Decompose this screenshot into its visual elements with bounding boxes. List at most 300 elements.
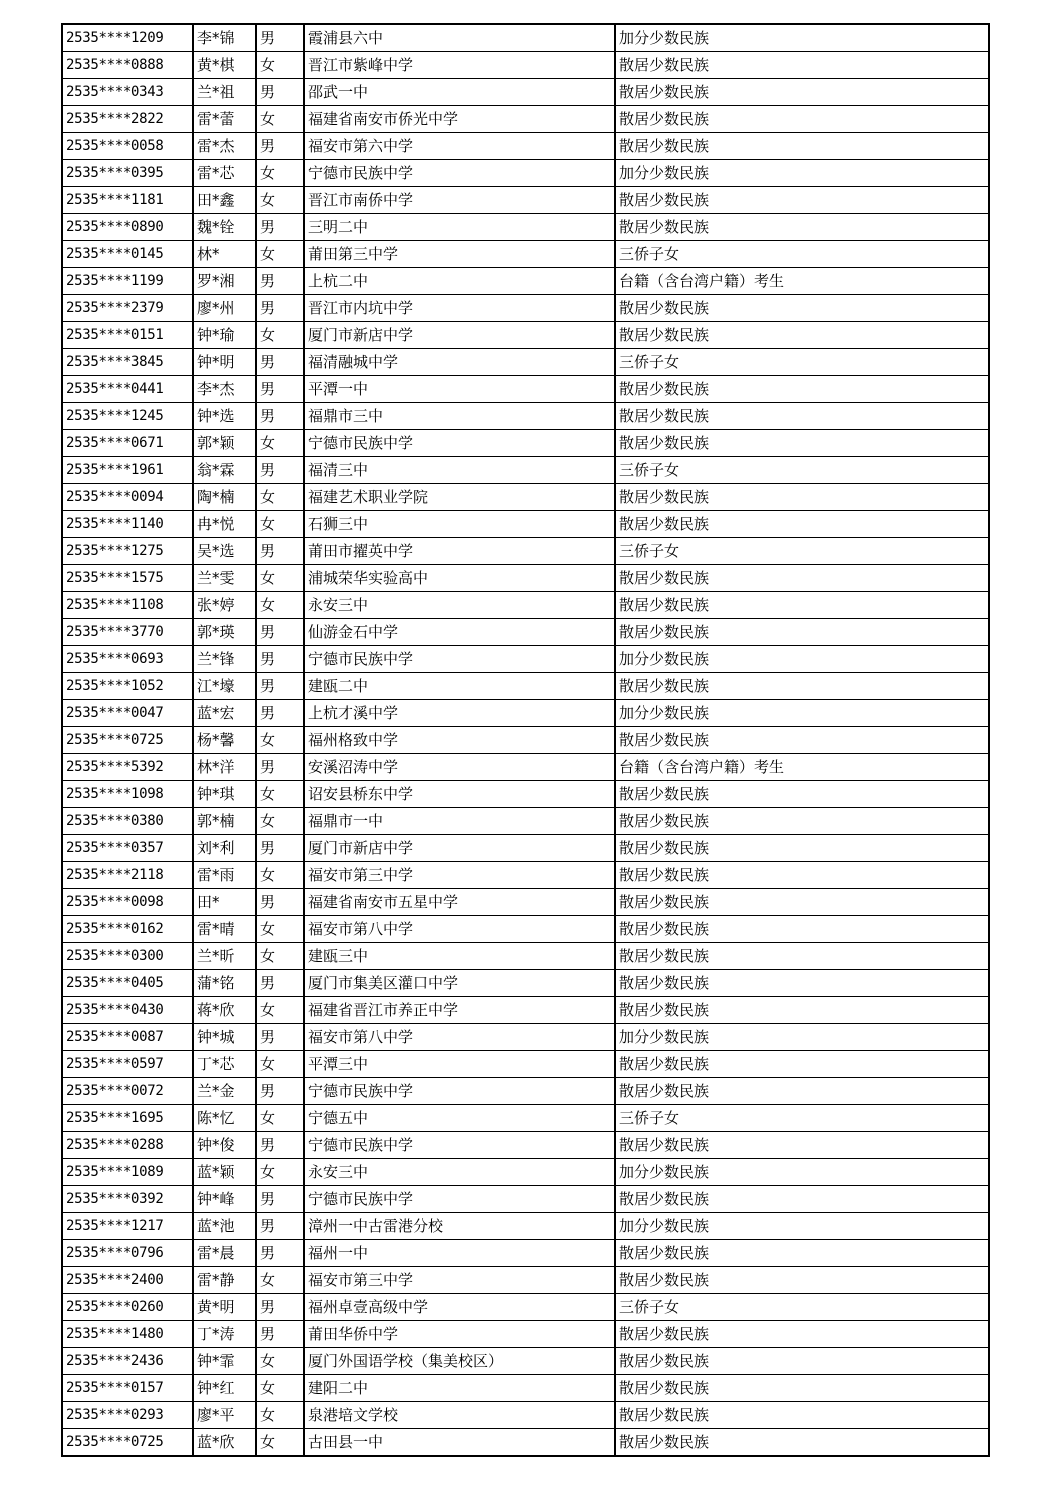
candidate-school-cell: 福安市第六中学 (304, 133, 615, 160)
candidate-name-cell: 田* (193, 889, 256, 916)
candidate-id-cell: 2535****3845 (62, 349, 193, 376)
candidate-school-cell: 莆田市擢英中学 (304, 538, 615, 565)
candidate-category-cell: 散居少数民族 (615, 322, 989, 349)
table-row (62, 214, 989, 241)
candidate-gender-cell: 男 (256, 700, 304, 727)
candidate-school-cell: 福清三中 (304, 457, 615, 484)
candidate-category-cell: 散居少数民族 (615, 889, 989, 916)
candidate-gender-cell: 男 (256, 1321, 304, 1348)
candidate-gender-cell: 男 (256, 1132, 304, 1159)
candidate-id-cell: 2535****1275 (62, 538, 193, 565)
candidate-school-cell: 仙游金石中学 (304, 619, 615, 646)
candidate-name-cell: 吴*选 (193, 538, 256, 565)
candidate-category-cell: 散居少数民族 (615, 1051, 989, 1078)
candidate-name-cell: 兰*昕 (193, 943, 256, 970)
candidate-name-cell: 林*洋 (193, 754, 256, 781)
candidate-school-cell: 福州一中 (304, 1240, 615, 1267)
candidate-school-cell: 邵武一中 (304, 79, 615, 106)
candidate-id-cell: 2535****0151 (62, 322, 193, 349)
candidate-school-cell: 福建省南安市侨光中学 (304, 106, 615, 133)
candidate-name-cell: 雷*芯 (193, 160, 256, 187)
candidate-id-cell: 2535****2379 (62, 295, 193, 322)
candidate-id-cell: 2535****0441 (62, 376, 193, 403)
candidate-name-cell: 蓝*颖 (193, 1159, 256, 1186)
candidate-gender-cell: 女 (256, 1402, 304, 1429)
candidate-gender-cell: 女 (256, 943, 304, 970)
table-row (62, 1078, 989, 1105)
candidate-school-cell: 晋江市南侨中学 (304, 187, 615, 214)
candidate-id-cell: 2535****0392 (62, 1186, 193, 1213)
candidate-id-cell: 2535****1181 (62, 187, 193, 214)
candidate-school-cell: 建阳二中 (304, 1375, 615, 1402)
candidate-id-cell: 2535****1217 (62, 1213, 193, 1240)
candidate-category-cell: 散居少数民族 (615, 970, 989, 997)
candidate-school-cell: 福鼎市一中 (304, 808, 615, 835)
candidate-category-cell: 散居少数民族 (615, 430, 989, 457)
candidate-category-cell: 台籍（含台湾户籍）考生 (615, 268, 989, 295)
candidate-category-cell: 散居少数民族 (615, 79, 989, 106)
candidate-gender-cell: 男 (256, 673, 304, 700)
candidate-name-cell: 黄*明 (193, 1294, 256, 1321)
candidate-gender-cell: 女 (256, 862, 304, 889)
table-row (62, 133, 989, 160)
candidate-school-cell: 上杭二中 (304, 268, 615, 295)
candidate-category-cell: 散居少数民族 (615, 1186, 989, 1213)
candidate-gender-cell: 男 (256, 457, 304, 484)
candidate-category-cell: 散居少数民族 (615, 1402, 989, 1429)
candidate-gender-cell: 女 (256, 484, 304, 511)
candidate-name-cell: 丁*芯 (193, 1051, 256, 1078)
candidate-school-cell: 石狮三中 (304, 511, 615, 538)
candidate-category-cell: 散居少数民族 (615, 997, 989, 1024)
candidate-category-cell: 散居少数民族 (615, 214, 989, 241)
candidate-gender-cell: 女 (256, 52, 304, 79)
candidate-id-cell: 2535****0098 (62, 889, 193, 916)
candidate-id-cell: 2535****1575 (62, 565, 193, 592)
candidate-gender-cell: 女 (256, 997, 304, 1024)
candidate-gender-cell: 女 (256, 187, 304, 214)
candidate-id-cell: 2535****0888 (62, 52, 193, 79)
candidate-id-cell: 2535****2822 (62, 106, 193, 133)
table-row (62, 646, 989, 673)
candidate-name-cell: 蓝*欣 (193, 1429, 256, 1457)
candidate-school-cell: 宁德市民族中学 (304, 646, 615, 673)
table-row (62, 403, 989, 430)
candidate-gender-cell: 女 (256, 1348, 304, 1375)
candidate-id-cell: 2535****0047 (62, 700, 193, 727)
candidate-category-cell: 散居少数民族 (615, 511, 989, 538)
candidate-id-cell: 2535****5392 (62, 754, 193, 781)
candidate-name-cell: 蓝*宏 (193, 700, 256, 727)
table-row (62, 862, 989, 889)
candidate-school-cell: 福建省南安市五星中学 (304, 889, 615, 916)
candidate-school-cell: 漳州一中古雷港分校 (304, 1213, 615, 1240)
table-row (62, 295, 989, 322)
candidate-gender-cell: 女 (256, 1267, 304, 1294)
candidate-category-cell: 加分少数民族 (615, 700, 989, 727)
candidate-gender-cell: 女 (256, 106, 304, 133)
candidate-gender-cell: 男 (256, 1078, 304, 1105)
candidate-category-cell: 散居少数民族 (615, 1429, 989, 1457)
candidate-category-cell: 散居少数民族 (615, 1267, 989, 1294)
candidate-name-cell: 蓝*池 (193, 1213, 256, 1240)
candidate-id-cell: 2535****0796 (62, 1240, 193, 1267)
candidate-name-cell: 兰*祖 (193, 79, 256, 106)
candidate-gender-cell: 女 (256, 430, 304, 457)
candidate-category-cell: 加分少数民族 (615, 160, 989, 187)
candidate-school-cell: 古田县一中 (304, 1429, 615, 1457)
table-row (62, 538, 989, 565)
candidate-name-cell: 钟*俊 (193, 1132, 256, 1159)
table-row (62, 1240, 989, 1267)
candidate-category-cell: 散居少数民族 (615, 1240, 989, 1267)
candidate-name-cell: 廖*州 (193, 295, 256, 322)
candidate-id-cell: 2535****1480 (62, 1321, 193, 1348)
candidate-gender-cell: 女 (256, 781, 304, 808)
candidate-table-body (62, 24, 989, 1456)
candidate-gender-cell: 女 (256, 511, 304, 538)
candidate-gender-cell: 男 (256, 214, 304, 241)
candidate-name-cell: 雷*晴 (193, 916, 256, 943)
candidate-gender-cell: 男 (256, 1213, 304, 1240)
candidate-category-cell: 加分少数民族 (615, 646, 989, 673)
table-row (62, 349, 989, 376)
candidate-category-cell: 散居少数民族 (615, 565, 989, 592)
candidate-gender-cell: 女 (256, 592, 304, 619)
table-row (62, 268, 989, 295)
table-row (62, 808, 989, 835)
table-row (62, 52, 989, 79)
table-row (62, 1213, 989, 1240)
candidate-school-cell: 霞浦县六中 (304, 24, 615, 52)
candidate-id-cell: 2535****0395 (62, 160, 193, 187)
candidate-school-cell: 福鼎市三中 (304, 403, 615, 430)
candidate-school-cell: 厦门市新店中学 (304, 835, 615, 862)
table-row (62, 322, 989, 349)
table-row (62, 484, 989, 511)
candidate-id-cell: 2535****0162 (62, 916, 193, 943)
candidate-name-cell: 林* (193, 241, 256, 268)
candidate-category-cell: 散居少数民族 (615, 673, 989, 700)
candidate-school-cell: 上杭才溪中学 (304, 700, 615, 727)
candidate-school-cell: 平潭一中 (304, 376, 615, 403)
candidate-name-cell: 钟*明 (193, 349, 256, 376)
candidate-school-cell: 福州卓壹高级中学 (304, 1294, 615, 1321)
candidate-category-cell: 散居少数民族 (615, 187, 989, 214)
candidate-name-cell: 翁*霖 (193, 457, 256, 484)
candidate-gender-cell: 女 (256, 322, 304, 349)
candidate-name-cell: 雷*雨 (193, 862, 256, 889)
candidate-id-cell: 2535****1961 (62, 457, 193, 484)
candidate-school-cell: 福州格致中学 (304, 727, 615, 754)
table-row (62, 106, 989, 133)
table-row (62, 943, 989, 970)
candidate-gender-cell: 女 (256, 1051, 304, 1078)
candidate-gender-cell: 男 (256, 754, 304, 781)
candidate-gender-cell: 女 (256, 808, 304, 835)
candidate-school-cell: 建瓯三中 (304, 943, 615, 970)
table-row (62, 160, 989, 187)
candidate-gender-cell: 男 (256, 349, 304, 376)
table-row (62, 1105, 989, 1132)
candidate-id-cell: 2535****2118 (62, 862, 193, 889)
candidate-school-cell: 厦门市集美区灌口中学 (304, 970, 615, 997)
table-row (62, 511, 989, 538)
candidate-id-cell: 2535****0058 (62, 133, 193, 160)
candidate-category-cell: 散居少数民族 (615, 862, 989, 889)
table-row (62, 1402, 989, 1429)
candidate-school-cell: 宁德市民族中学 (304, 1078, 615, 1105)
table-row (62, 1348, 989, 1375)
candidate-id-cell: 2535****1695 (62, 1105, 193, 1132)
candidate-category-cell: 加分少数民族 (615, 24, 989, 52)
candidate-school-cell: 三明二中 (304, 214, 615, 241)
candidate-school-cell: 宁德市民族中学 (304, 1132, 615, 1159)
candidate-category-cell: 散居少数民族 (615, 403, 989, 430)
table-row (62, 835, 989, 862)
candidate-school-cell: 厦门市新店中学 (304, 322, 615, 349)
candidate-school-cell: 永安三中 (304, 592, 615, 619)
candidate-name-cell: 兰*金 (193, 1078, 256, 1105)
candidate-id-cell: 2535****1052 (62, 673, 193, 700)
candidate-school-cell: 泉港培文学校 (304, 1402, 615, 1429)
candidate-name-cell: 钟*峰 (193, 1186, 256, 1213)
candidate-id-cell: 2535****0157 (62, 1375, 193, 1402)
table-row (62, 781, 989, 808)
candidate-id-cell: 2535****0671 (62, 430, 193, 457)
candidate-gender-cell: 男 (256, 1024, 304, 1051)
candidate-category-cell: 散居少数民族 (615, 781, 989, 808)
table-row (62, 1267, 989, 1294)
table-row (62, 916, 989, 943)
candidate-category-cell: 散居少数民族 (615, 808, 989, 835)
candidate-category-cell: 散居少数民族 (615, 484, 989, 511)
candidate-name-cell: 丁*涛 (193, 1321, 256, 1348)
candidate-gender-cell: 男 (256, 79, 304, 106)
candidate-gender-cell: 女 (256, 1105, 304, 1132)
candidate-gender-cell: 男 (256, 133, 304, 160)
table-row (62, 241, 989, 268)
candidate-id-cell: 2535****1199 (62, 268, 193, 295)
candidate-id-cell: 2535****0260 (62, 1294, 193, 1321)
table-row (62, 1024, 989, 1051)
candidate-category-cell: 散居少数民族 (615, 1375, 989, 1402)
candidate-gender-cell: 女 (256, 241, 304, 268)
candidate-name-cell: 兰*锋 (193, 646, 256, 673)
candidate-gender-cell: 男 (256, 646, 304, 673)
candidate-name-cell: 雷*蕾 (193, 106, 256, 133)
table-row (62, 619, 989, 646)
candidate-school-cell: 宁德市民族中学 (304, 430, 615, 457)
table-row (62, 1186, 989, 1213)
candidate-gender-cell: 女 (256, 1429, 304, 1457)
candidate-id-cell: 2535****1209 (62, 24, 193, 52)
candidate-category-cell: 散居少数民族 (615, 52, 989, 79)
candidate-gender-cell: 男 (256, 538, 304, 565)
candidate-category-cell: 三侨子女 (615, 457, 989, 484)
candidate-gender-cell: 女 (256, 565, 304, 592)
candidate-school-cell: 诏安县桥东中学 (304, 781, 615, 808)
candidate-id-cell: 2535****1140 (62, 511, 193, 538)
candidate-name-cell: 郭*楠 (193, 808, 256, 835)
candidate-name-cell: 钟*红 (193, 1375, 256, 1402)
table-row (62, 376, 989, 403)
candidate-school-cell: 浦城荣华实验高中 (304, 565, 615, 592)
candidate-school-cell: 晋江市内坑中学 (304, 295, 615, 322)
candidate-id-cell: 2535****0890 (62, 214, 193, 241)
candidate-id-cell: 2535****0145 (62, 241, 193, 268)
candidate-id-cell: 2535****1245 (62, 403, 193, 430)
candidate-gender-cell: 女 (256, 160, 304, 187)
candidate-id-cell: 2535****0343 (62, 79, 193, 106)
candidate-name-cell: 罗*湘 (193, 268, 256, 295)
table-row (62, 1321, 989, 1348)
candidate-name-cell: 田*鑫 (193, 187, 256, 214)
candidate-gender-cell: 男 (256, 1240, 304, 1267)
candidate-school-cell: 福建省晋江市养正中学 (304, 997, 615, 1024)
candidate-id-cell: 2535****0094 (62, 484, 193, 511)
table-row (62, 430, 989, 457)
candidate-gender-cell: 男 (256, 619, 304, 646)
candidate-category-cell: 三侨子女 (615, 241, 989, 268)
candidate-id-cell: 2535****3770 (62, 619, 193, 646)
candidate-school-cell: 建瓯二中 (304, 673, 615, 700)
candidate-gender-cell: 男 (256, 1294, 304, 1321)
candidate-category-cell: 三侨子女 (615, 1105, 989, 1132)
candidate-id-cell: 2535****0430 (62, 997, 193, 1024)
candidate-category-cell: 散居少数民族 (615, 916, 989, 943)
candidate-category-cell: 散居少数民族 (615, 1321, 989, 1348)
table-row (62, 1051, 989, 1078)
candidate-gender-cell: 男 (256, 889, 304, 916)
candidate-gender-cell: 男 (256, 376, 304, 403)
candidate-category-cell: 散居少数民族 (615, 943, 989, 970)
candidate-school-cell: 安溪沼涛中学 (304, 754, 615, 781)
candidate-name-cell: 兰*雯 (193, 565, 256, 592)
candidate-school-cell: 平潭三中 (304, 1051, 615, 1078)
candidate-category-cell: 散居少数民族 (615, 1078, 989, 1105)
table-row (62, 1159, 989, 1186)
candidate-school-cell: 福清融城中学 (304, 349, 615, 376)
table-row (62, 970, 989, 997)
candidate-gender-cell: 男 (256, 268, 304, 295)
candidate-id-cell: 2535****0597 (62, 1051, 193, 1078)
candidate-id-cell: 2535****1108 (62, 592, 193, 619)
candidate-category-cell: 加分少数民族 (615, 1213, 989, 1240)
candidate-school-cell: 宁德市民族中学 (304, 1186, 615, 1213)
candidate-school-cell: 晋江市紫峰中学 (304, 52, 615, 79)
table-row (62, 565, 989, 592)
candidate-name-cell: 雷*晨 (193, 1240, 256, 1267)
candidate-school-cell: 福安市第八中学 (304, 916, 615, 943)
candidate-category-cell: 散居少数民族 (615, 376, 989, 403)
candidate-school-cell: 福安市第八中学 (304, 1024, 615, 1051)
candidate-category-cell: 台籍（含台湾户籍）考生 (615, 754, 989, 781)
candidate-category-cell: 散居少数民族 (615, 727, 989, 754)
candidate-category-cell: 三侨子女 (615, 538, 989, 565)
candidate-gender-cell: 男 (256, 970, 304, 997)
candidate-category-cell: 散居少数民族 (615, 133, 989, 160)
table-row (62, 1294, 989, 1321)
table-row (62, 592, 989, 619)
candidate-gender-cell: 女 (256, 1375, 304, 1402)
candidate-school-cell: 宁德五中 (304, 1105, 615, 1132)
candidate-name-cell: 郭*瑛 (193, 619, 256, 646)
table-row (62, 1429, 989, 1457)
candidate-name-cell: 杨*馨 (193, 727, 256, 754)
candidate-school-cell: 厦门外国语学校（集美校区） (304, 1348, 615, 1375)
candidate-name-cell: 李*锦 (193, 24, 256, 52)
table-row (62, 673, 989, 700)
candidate-name-cell: 钟*瑜 (193, 322, 256, 349)
candidate-gender-cell: 男 (256, 295, 304, 322)
candidate-school-cell: 福安市第三中学 (304, 862, 615, 889)
candidate-gender-cell: 女 (256, 916, 304, 943)
candidate-id-cell: 2535****0380 (62, 808, 193, 835)
candidate-category-cell: 散居少数民族 (615, 1348, 989, 1375)
candidate-gender-cell: 男 (256, 1186, 304, 1213)
candidate-id-cell: 2535****1089 (62, 1159, 193, 1186)
candidate-category-cell: 散居少数民族 (615, 835, 989, 862)
candidate-category-cell: 加分少数民族 (615, 1024, 989, 1051)
candidate-name-cell: 钟*选 (193, 403, 256, 430)
table-row (62, 727, 989, 754)
candidate-name-cell: 钟*霏 (193, 1348, 256, 1375)
table-row (62, 24, 989, 52)
candidate-school-cell: 福建艺术职业学院 (304, 484, 615, 511)
table-row (62, 889, 989, 916)
candidate-name-cell: 郭*颖 (193, 430, 256, 457)
table-row (62, 754, 989, 781)
candidate-name-cell: 江*壕 (193, 673, 256, 700)
candidate-id-cell: 2535****0725 (62, 1429, 193, 1457)
candidate-name-cell: 张*婷 (193, 592, 256, 619)
candidate-id-cell: 2535****2400 (62, 1267, 193, 1294)
candidate-name-cell: 蒋*欣 (193, 997, 256, 1024)
candidate-school-cell: 宁德市民族中学 (304, 160, 615, 187)
candidate-name-cell: 钟*琪 (193, 781, 256, 808)
candidate-name-cell: 黄*棋 (193, 52, 256, 79)
candidate-category-cell: 散居少数民族 (615, 619, 989, 646)
candidate-name-cell: 刘*利 (193, 835, 256, 862)
candidate-category-cell: 三侨子女 (615, 349, 989, 376)
candidate-gender-cell: 男 (256, 835, 304, 862)
candidate-school-cell: 福安市第三中学 (304, 1267, 615, 1294)
table-row (62, 79, 989, 106)
candidate-id-cell: 2535****0300 (62, 943, 193, 970)
table-row (62, 700, 989, 727)
candidate-id-cell: 2535****0725 (62, 727, 193, 754)
candidate-id-cell: 2535****1098 (62, 781, 193, 808)
candidate-name-cell: 雷*杰 (193, 133, 256, 160)
candidate-category-cell: 散居少数民族 (615, 106, 989, 133)
table-row (62, 997, 989, 1024)
candidate-gender-cell: 男 (256, 24, 304, 52)
candidate-id-cell: 2535****0405 (62, 970, 193, 997)
table-row (62, 1375, 989, 1402)
candidate-school-cell: 莆田第三中学 (304, 241, 615, 268)
candidate-name-cell: 魏*铨 (193, 214, 256, 241)
candidate-name-cell: 雷*静 (193, 1267, 256, 1294)
candidate-gender-cell: 女 (256, 1159, 304, 1186)
candidate-category-cell: 散居少数民族 (615, 1132, 989, 1159)
candidate-category-cell: 散居少数民族 (615, 592, 989, 619)
candidate-school-cell: 永安三中 (304, 1159, 615, 1186)
candidate-name-cell: 廖*平 (193, 1402, 256, 1429)
candidate-name-cell: 李*杰 (193, 376, 256, 403)
candidate-category-cell: 加分少数民族 (615, 1159, 989, 1186)
candidate-gender-cell: 女 (256, 727, 304, 754)
